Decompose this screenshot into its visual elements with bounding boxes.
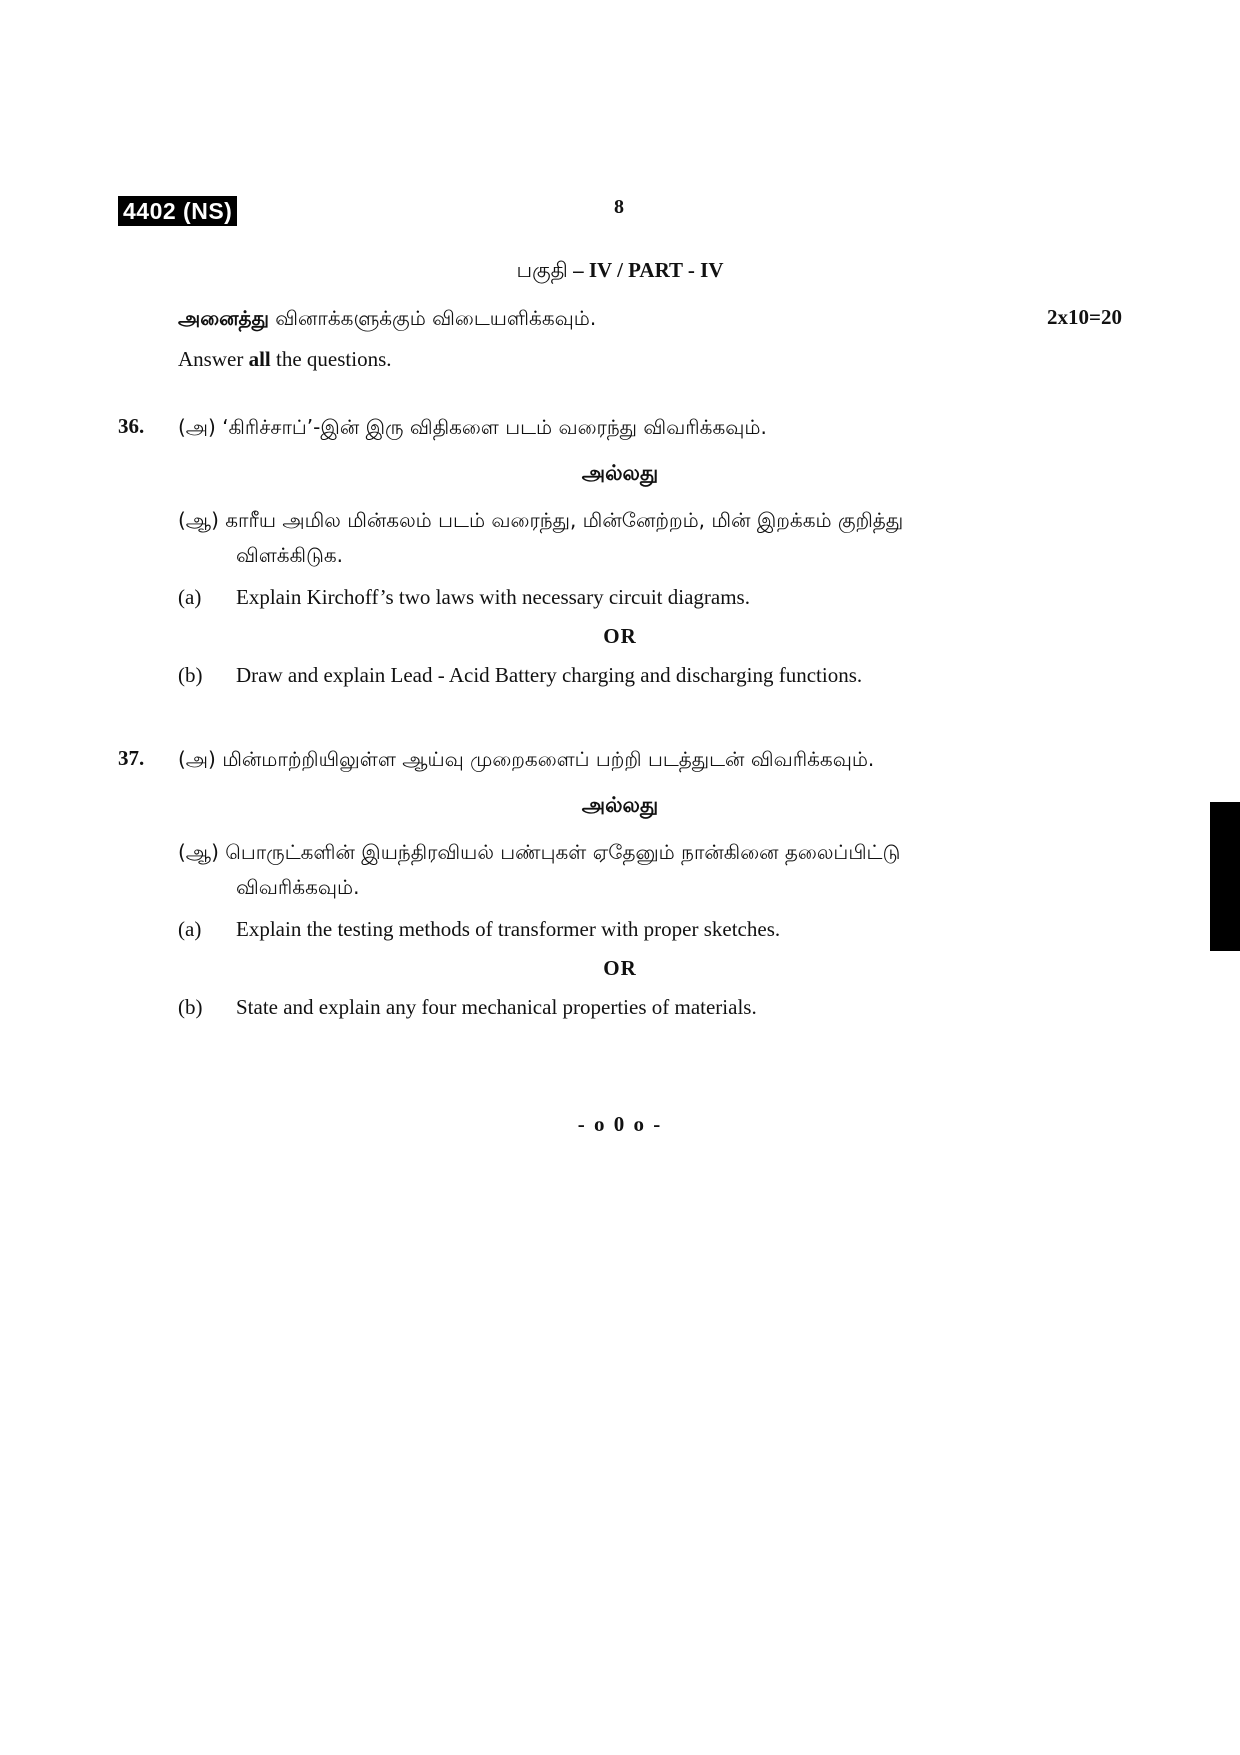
question-option-b-english: State and explain any four mechanical properties of materials.	[236, 995, 757, 1019]
page-edge-tab	[1210, 802, 1240, 951]
question-option-a-tamil: (அ) ‘கிரிச்சாப்’-இன் இரு விதிகளை படம் வரைந்து விவரிக்கவும்.	[178, 415, 767, 439]
paper-code-badge: 4402 (NS)	[118, 196, 237, 226]
or-tamil: அல்லது	[581, 793, 659, 817]
instruction-tamil	[178, 306, 596, 333]
end-of-paper-mark: - o 0 o -	[577, 1112, 663, 1136]
question-option-b-tamil-line1: (ஆ) பொருட்களின் இயந்திரவியல் பண்புகள் ஏதேனும் நான்கினை தலைப்பிட்டு	[178, 840, 901, 864]
instruction-english-bold: all	[248, 347, 271, 371]
option-label-a: (a)	[178, 585, 202, 609]
option-label-b: (b)	[178, 995, 203, 1019]
question-option-a-tamil: (அ) மின்மாற்றியிலுள்ள ஆய்வு முறைகளைப் பற்றி படத்துடன் விவரிக்கவும்.	[178, 747, 875, 771]
option-label-a: (a)	[178, 917, 202, 941]
part-title	[0, 258, 1240, 285]
page-number: 8	[614, 196, 624, 218]
question-option-b-tamil-line2: விவரிக்கவும்.	[236, 875, 360, 899]
part-title-separator: –	[567, 258, 589, 282]
marks-allocation: 2x10=20	[1047, 305, 1122, 329]
or-english: OR	[603, 956, 637, 980]
or-english: OR	[603, 624, 637, 648]
instruction-tamil-bold: அனைத்து	[178, 306, 269, 330]
part-title-english: IV / PART - IV	[588, 258, 724, 282]
part-title-tamil: பகுதி	[516, 258, 568, 282]
or-tamil: அல்லது	[581, 461, 659, 485]
instruction-english-post: the questions.	[270, 347, 392, 371]
question-number: 36.	[118, 414, 145, 438]
question-option-b-tamil-line1: (ஆ) காரீய அமில மின்கலம் படம் வரைந்து, மின்னேற்றம், மின் இறக்கம் குறித்து	[178, 508, 904, 532]
option-label-b: (b)	[178, 663, 203, 687]
question-option-a-english: Explain Kirchoff’s two laws with necessary circuit diagrams.	[236, 585, 750, 609]
instruction-tamil-rest: வினாக்களுக்கும் விடையளிக்கவும்.	[268, 306, 597, 330]
question-number: 37.	[118, 746, 145, 770]
question-option-b-tamil-line2: விளக்கிடுக.	[236, 543, 343, 567]
question-option-b-english: Draw and explain Lead - Acid Battery charging and discharging functions.	[236, 663, 863, 687]
question-option-a-english: Explain the testing methods of transformer with proper sketches.	[236, 917, 781, 941]
instruction-english-pre: Answer	[178, 347, 249, 371]
instruction-english	[178, 347, 392, 372]
